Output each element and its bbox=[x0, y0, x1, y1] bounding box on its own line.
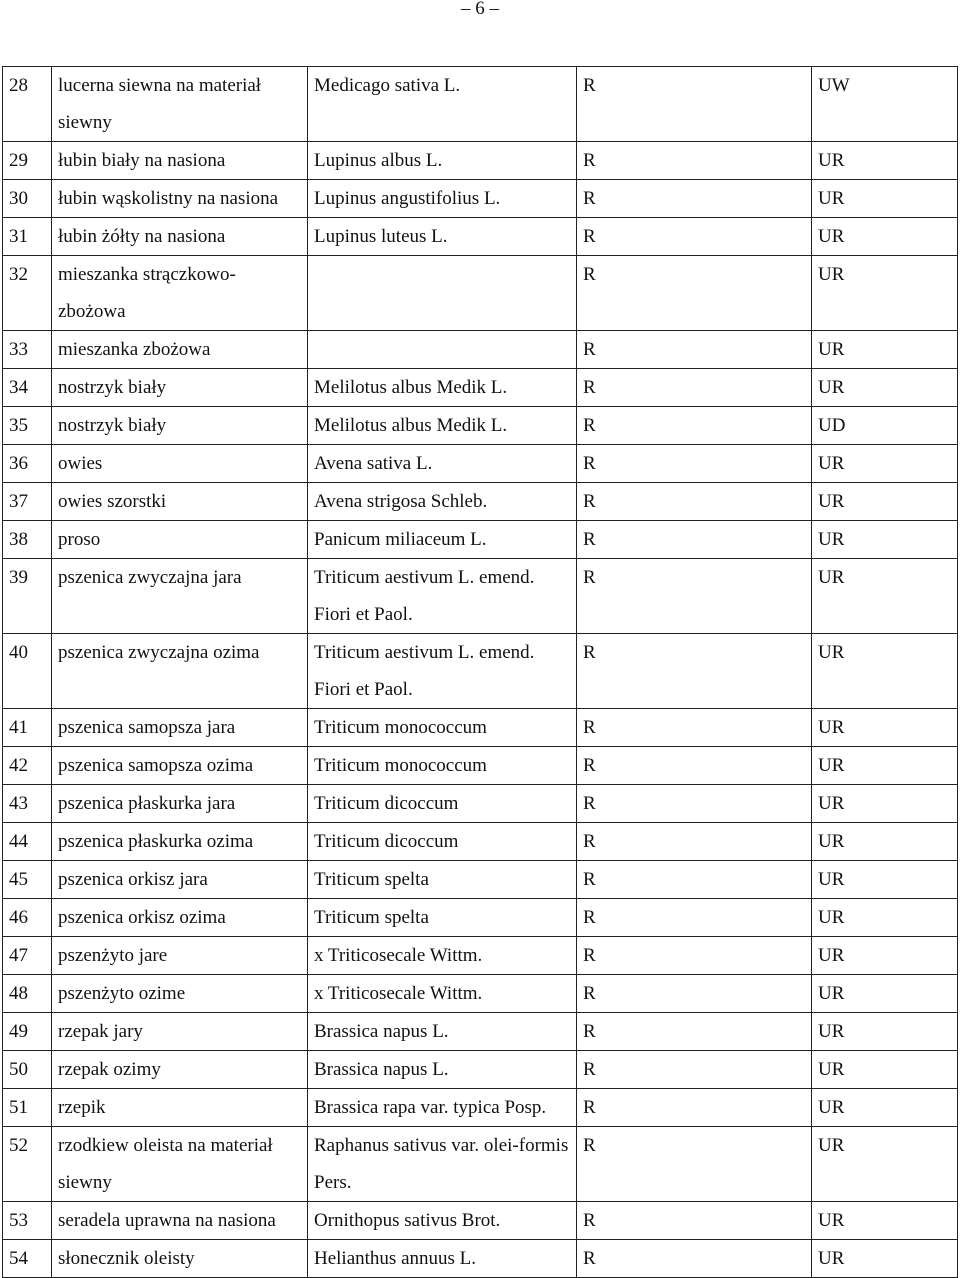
row-number: 41 bbox=[3, 709, 52, 747]
latin-name: Melilotus albus Medik L. bbox=[308, 369, 577, 407]
table-row bbox=[3, 1240, 958, 1278]
plant-name: nostrzyk biały bbox=[52, 369, 308, 407]
use-code: UR bbox=[812, 483, 958, 521]
table-row bbox=[3, 331, 958, 369]
category-mark: R bbox=[577, 369, 812, 407]
plant-name: łubin biały na nasiona bbox=[52, 142, 308, 180]
row-number: 31 bbox=[3, 218, 52, 256]
category-mark: R bbox=[577, 1089, 812, 1127]
category-mark: R bbox=[577, 747, 812, 785]
table-row bbox=[3, 785, 958, 823]
row-number: 35 bbox=[3, 407, 52, 445]
plant-name: rzepik bbox=[52, 1089, 308, 1127]
use-code: UD bbox=[812, 407, 958, 445]
table-row bbox=[3, 142, 958, 180]
latin-name: Panicum miliaceum L. bbox=[308, 521, 577, 559]
row-number: 52 bbox=[3, 1127, 52, 1202]
plant-name: pszenica płaskurka ozima bbox=[52, 823, 308, 861]
plant-name: pszenżyto jare bbox=[52, 937, 308, 975]
latin-name: Triticum aestivum L. emend. Fiori et Paol. bbox=[308, 559, 577, 634]
use-code: UR bbox=[812, 709, 958, 747]
use-code: UR bbox=[812, 559, 958, 634]
plant-name: proso bbox=[52, 521, 308, 559]
table-row bbox=[3, 899, 958, 937]
latin-name: Avena sativa L. bbox=[308, 445, 577, 483]
plant-name: łubin żółty na nasiona bbox=[52, 218, 308, 256]
category-mark: R bbox=[577, 1240, 812, 1278]
table-row bbox=[3, 1013, 958, 1051]
table-row bbox=[3, 559, 958, 634]
use-code: UR bbox=[812, 975, 958, 1013]
use-code: UR bbox=[812, 142, 958, 180]
table-row bbox=[3, 407, 958, 445]
use-code: UR bbox=[812, 785, 958, 823]
latin-name: Triticum spelta bbox=[308, 861, 577, 899]
row-number: 32 bbox=[3, 256, 52, 331]
category-mark: R bbox=[577, 1202, 812, 1240]
row-number: 34 bbox=[3, 369, 52, 407]
plant-name: rzodkiew oleista na materiał siewny bbox=[52, 1127, 308, 1202]
row-number: 39 bbox=[3, 559, 52, 634]
row-number: 54 bbox=[3, 1240, 52, 1278]
category-mark: R bbox=[577, 785, 812, 823]
table-row bbox=[3, 445, 958, 483]
use-code: UR bbox=[812, 369, 958, 407]
latin-name: x Triticosecale Wittm. bbox=[308, 937, 577, 975]
latin-name: Lupinus albus L. bbox=[308, 142, 577, 180]
plant-name: nostrzyk biały bbox=[52, 407, 308, 445]
plant-name: seradela uprawna na nasiona bbox=[52, 1202, 308, 1240]
latin-name bbox=[308, 331, 577, 369]
latin-name bbox=[308, 256, 577, 331]
row-number: 38 bbox=[3, 521, 52, 559]
plant-name: rzepak ozimy bbox=[52, 1051, 308, 1089]
table-row bbox=[3, 67, 958, 142]
table-row bbox=[3, 256, 958, 331]
table-row bbox=[3, 1089, 958, 1127]
plant-name: słonecznik oleisty bbox=[52, 1240, 308, 1278]
table-row bbox=[3, 861, 958, 899]
plant-table-body bbox=[3, 67, 958, 1278]
row-number: 49 bbox=[3, 1013, 52, 1051]
page-number: – 6 – bbox=[461, 0, 499, 19]
use-code: UR bbox=[812, 1013, 958, 1051]
latin-name: Triticum spelta bbox=[308, 899, 577, 937]
category-mark: R bbox=[577, 483, 812, 521]
use-code: UR bbox=[812, 1202, 958, 1240]
latin-name: x Triticosecale Wittm. bbox=[308, 975, 577, 1013]
latin-name: Melilotus albus Medik L. bbox=[308, 407, 577, 445]
category-mark: R bbox=[577, 823, 812, 861]
latin-name: Brassica rapa var. typica Posp. bbox=[308, 1089, 577, 1127]
table-row bbox=[3, 1051, 958, 1089]
plant-name: pszenica samopsza jara bbox=[52, 709, 308, 747]
row-number: 28 bbox=[3, 67, 52, 142]
plant-name: pszenica płaskurka jara bbox=[52, 785, 308, 823]
row-number: 46 bbox=[3, 899, 52, 937]
latin-name: Brassica napus L. bbox=[308, 1013, 577, 1051]
plant-name: pszenżyto ozime bbox=[52, 975, 308, 1013]
table-row bbox=[3, 521, 958, 559]
table-row bbox=[3, 709, 958, 747]
latin-name: Raphanus sativus var. olei-formis Pers. bbox=[308, 1127, 577, 1202]
plant-name: łubin wąskolistny na nasiona bbox=[52, 180, 308, 218]
table-row bbox=[3, 937, 958, 975]
latin-name: Triticum monococcum bbox=[308, 747, 577, 785]
use-code: UR bbox=[812, 218, 958, 256]
table-row bbox=[3, 1202, 958, 1240]
use-code: UR bbox=[812, 445, 958, 483]
latin-name: Avena strigosa Schleb. bbox=[308, 483, 577, 521]
table-row bbox=[3, 483, 958, 521]
latin-name: Lupinus angustifolius L. bbox=[308, 180, 577, 218]
row-number: 48 bbox=[3, 975, 52, 1013]
plant-name: pszenica zwyczajna jara bbox=[52, 559, 308, 634]
use-code: UR bbox=[812, 1051, 958, 1089]
table-row bbox=[3, 747, 958, 785]
category-mark: R bbox=[577, 331, 812, 369]
row-number: 42 bbox=[3, 747, 52, 785]
plant-name: pszenica orkisz jara bbox=[52, 861, 308, 899]
table-row bbox=[3, 369, 958, 407]
table-row bbox=[3, 634, 958, 709]
category-mark: R bbox=[577, 559, 812, 634]
plant-name: pszenica orkisz ozima bbox=[52, 899, 308, 937]
latin-name: Lupinus luteus L. bbox=[308, 218, 577, 256]
row-number: 40 bbox=[3, 634, 52, 709]
latin-name: Triticum monococcum bbox=[308, 709, 577, 747]
row-number: 53 bbox=[3, 1202, 52, 1240]
latin-name: Medicago sativa L. bbox=[308, 67, 577, 142]
row-number: 30 bbox=[3, 180, 52, 218]
category-mark: R bbox=[577, 899, 812, 937]
use-code: UR bbox=[812, 937, 958, 975]
category-mark: R bbox=[577, 445, 812, 483]
row-number: 43 bbox=[3, 785, 52, 823]
use-code: UR bbox=[812, 747, 958, 785]
use-code: UR bbox=[812, 521, 958, 559]
category-mark: R bbox=[577, 521, 812, 559]
category-mark: R bbox=[577, 218, 812, 256]
category-mark: R bbox=[577, 709, 812, 747]
use-code: UW bbox=[812, 67, 958, 142]
plant-name: mieszanka zbożowa bbox=[52, 331, 308, 369]
latin-name: Helianthus annuus L. bbox=[308, 1240, 577, 1278]
use-code: UR bbox=[812, 899, 958, 937]
table-row bbox=[3, 218, 958, 256]
row-number: 45 bbox=[3, 861, 52, 899]
table-row bbox=[3, 823, 958, 861]
use-code: UR bbox=[812, 634, 958, 709]
category-mark: R bbox=[577, 975, 812, 1013]
category-mark: R bbox=[577, 861, 812, 899]
latin-name: Triticum dicoccum bbox=[308, 823, 577, 861]
use-code: UR bbox=[812, 1127, 958, 1202]
plant-name: pszenica zwyczajna ozima bbox=[52, 634, 308, 709]
use-code: UR bbox=[812, 180, 958, 218]
category-mark: R bbox=[577, 634, 812, 709]
plant-name: pszenica samopsza ozima bbox=[52, 747, 308, 785]
row-number: 50 bbox=[3, 1051, 52, 1089]
use-code: UR bbox=[812, 1240, 958, 1278]
category-mark: R bbox=[577, 1013, 812, 1051]
table-row bbox=[3, 1127, 958, 1202]
row-number: 37 bbox=[3, 483, 52, 521]
row-number: 36 bbox=[3, 445, 52, 483]
row-number: 33 bbox=[3, 331, 52, 369]
row-number: 51 bbox=[3, 1089, 52, 1127]
row-number: 44 bbox=[3, 823, 52, 861]
latin-name: Triticum dicoccum bbox=[308, 785, 577, 823]
plant-name: rzepak jary bbox=[52, 1013, 308, 1051]
category-mark: R bbox=[577, 67, 812, 142]
use-code: UR bbox=[812, 1089, 958, 1127]
row-number: 29 bbox=[3, 142, 52, 180]
use-code: UR bbox=[812, 331, 958, 369]
latin-name: Brassica napus L. bbox=[308, 1051, 577, 1089]
category-mark: R bbox=[577, 937, 812, 975]
plant-table bbox=[2, 66, 958, 1278]
category-mark: R bbox=[577, 1127, 812, 1202]
plant-name: owies bbox=[52, 445, 308, 483]
table-row bbox=[3, 180, 958, 218]
category-mark: R bbox=[577, 407, 812, 445]
use-code: UR bbox=[812, 861, 958, 899]
use-code: UR bbox=[812, 823, 958, 861]
row-number: 47 bbox=[3, 937, 52, 975]
plant-name: mieszanka strączkowo-zbożowa bbox=[52, 256, 308, 331]
latin-name: Ornithopus sativus Brot. bbox=[308, 1202, 577, 1240]
latin-name: Triticum aestivum L. emend. Fiori et Paol. bbox=[308, 634, 577, 709]
category-mark: R bbox=[577, 180, 812, 218]
category-mark: R bbox=[577, 256, 812, 331]
category-mark: R bbox=[577, 1051, 812, 1089]
use-code: UR bbox=[812, 256, 958, 331]
category-mark: R bbox=[577, 142, 812, 180]
plant-name: owies szorstki bbox=[52, 483, 308, 521]
plant-name: lucerna siewna na materiał siewny bbox=[52, 67, 308, 142]
table-row bbox=[3, 975, 958, 1013]
